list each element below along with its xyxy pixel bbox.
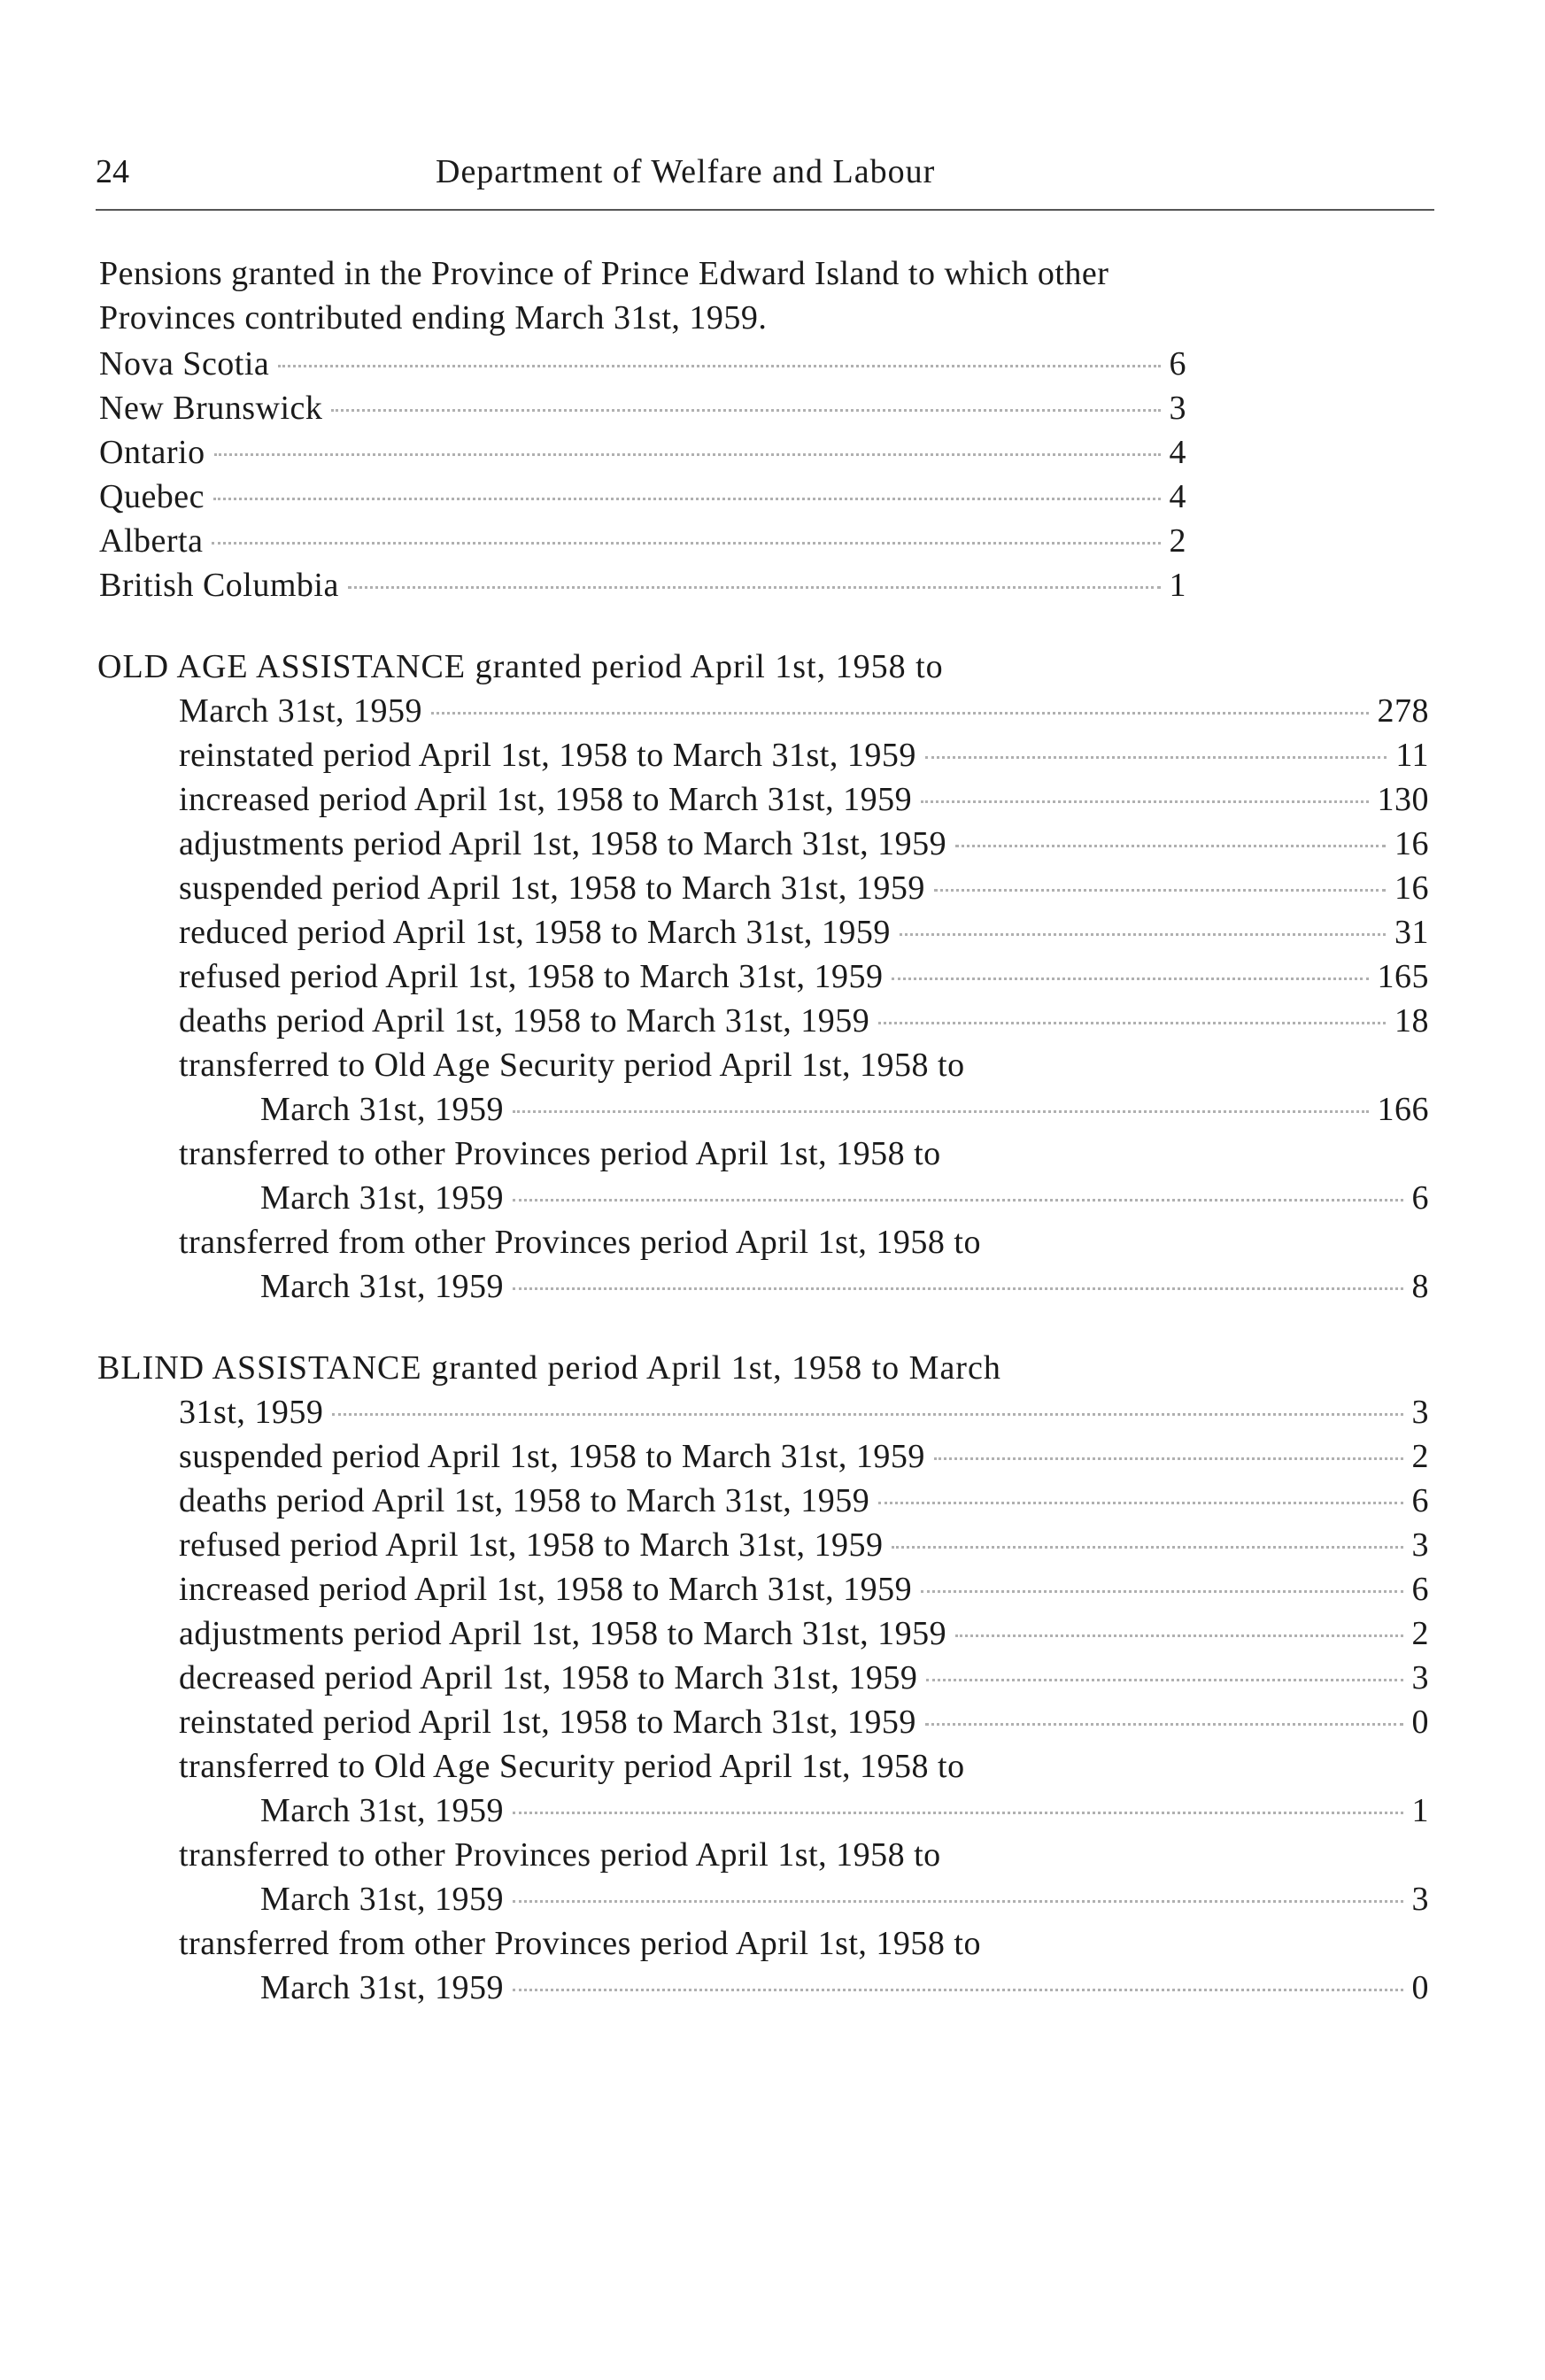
dot-leader (892, 1546, 1402, 1549)
old-age-item: reduced period April 1st, 1958 to March 31st, 1959 (179, 914, 891, 951)
dot-leader (213, 498, 1160, 500)
province-row (99, 563, 1186, 607)
header-rule (96, 209, 1434, 211)
dot-leader (955, 1634, 1402, 1637)
old-age-transfer-count: 6 (1411, 1179, 1429, 1217)
blind-count: 3 (1411, 1526, 1429, 1564)
blind-transfer-line: transferred from other Provinces period April 1st, 1958 to (179, 1925, 981, 1962)
old-age-count: 11 (1395, 737, 1429, 774)
intro-line-1: Pensions granted in the Province of Prince Edward Island to which other (99, 255, 1109, 292)
old-age-item: deaths period April 1st, 1958 to March 31st, 1959 (179, 1002, 870, 1039)
old-age-row (179, 777, 1429, 822)
old-age-heading: OLD AGE ASSISTANCE granted period April 1st, 1958 to (97, 648, 944, 685)
blind-heading-row (179, 1390, 1429, 1434)
blind-count: 3 (1411, 1659, 1429, 1696)
blind-transfer-line: transferred to Old Age Security period April 1st, 1958 to (179, 1748, 965, 1785)
blind-transfer-count: 1 (1411, 1792, 1429, 1829)
blind-granted-count: 3 (1411, 1394, 1429, 1431)
blind-count: 2 (1411, 1438, 1429, 1475)
blind-item: increased period April 1st, 1958 to March 31st, 1959 (179, 1571, 913, 1608)
province-count: 4 (1169, 434, 1186, 471)
blind-count: 6 (1411, 1482, 1429, 1519)
blind-count: 2 (1411, 1615, 1429, 1652)
old-age-item: adjustments period April 1st, 1958 to March 31st, 1959 (179, 825, 947, 862)
old-age-row (179, 866, 1429, 910)
province-name: New Brunswick (99, 390, 323, 427)
province-count: 6 (1169, 345, 1186, 382)
blind-heading: BLIND ASSISTANCE granted period April 1st, 1958 to March (97, 1349, 1001, 1387)
province-count: 3 (1169, 390, 1186, 427)
old-age-item: refused period April 1st, 1958 to March 31st, 1959 (179, 958, 884, 995)
old-age-granted-count: 278 (1377, 692, 1429, 730)
old-age-count: 31 (1394, 914, 1429, 951)
blind-row (179, 1434, 1429, 1479)
blind-item: adjustments period April 1st, 1958 to March 31st, 1959 (179, 1615, 947, 1652)
blind-row (179, 1611, 1429, 1656)
running-title: Department of Welfare and Labour (436, 153, 936, 190)
old-age-row (179, 954, 1429, 999)
old-age-count: 16 (1394, 869, 1429, 907)
dot-leader (878, 1022, 1386, 1024)
old-age-heading-cont: March 31st, 1959 (179, 692, 423, 730)
province-name: Quebec (99, 478, 205, 515)
old-age-transfer-count: 8 (1411, 1268, 1429, 1305)
dot-leader (332, 1413, 1402, 1416)
blind-row (179, 1700, 1429, 1744)
dot-leader (892, 978, 1368, 980)
blind-transfer-count: 3 (1411, 1881, 1429, 1918)
old-age-count: 18 (1394, 1002, 1429, 1039)
old-age-transfer-cont: March 31st, 1959 (260, 1268, 505, 1305)
old-age-transfer-cont: March 31st, 1959 (260, 1179, 505, 1217)
dot-leader (513, 1812, 1402, 1814)
old-age-transfer-cont: March 31st, 1959 (260, 1091, 505, 1128)
province-name: British Columbia (99, 567, 339, 604)
page-header (96, 152, 1434, 205)
old-age-transfer-row (260, 1264, 1429, 1309)
blind-heading-cont: 31st, 1959 (179, 1394, 324, 1431)
page-number: 24 (96, 153, 129, 190)
dot-leader (955, 845, 1386, 847)
old-age-item: increased period April 1st, 1958 to March 31st, 1959 (179, 781, 913, 818)
dot-leader (878, 1502, 1402, 1504)
dot-leader (934, 889, 1386, 892)
blind-row (179, 1479, 1429, 1523)
old-age-row (179, 999, 1429, 1043)
blind-item: reinstated period April 1st, 1958 to March 31st, 1959 (179, 1704, 916, 1741)
blind-transfer-cont: March 31st, 1959 (260, 1792, 505, 1829)
blind-transfer-row (260, 1877, 1429, 1921)
dot-leader (513, 1287, 1402, 1290)
dot-leader (921, 800, 1368, 803)
old-age-transfer-line: transferred to other Provinces period April 1st, 1958 to (179, 1135, 941, 1172)
blind-row (179, 1567, 1429, 1611)
dot-leader (926, 1679, 1402, 1681)
blind-transfer-count: 0 (1411, 1969, 1429, 2006)
blind-row (179, 1523, 1429, 1567)
old-age-transfer-count: 166 (1377, 1091, 1429, 1128)
dot-leader (348, 586, 1161, 589)
province-count: 4 (1169, 478, 1186, 515)
old-age-count: 130 (1377, 781, 1429, 818)
dot-leader (925, 1723, 1403, 1726)
blind-count: 0 (1411, 1704, 1429, 1741)
blind-item: decreased period April 1st, 1958 to March 31st, 1959 (179, 1659, 918, 1696)
old-age-count: 165 (1377, 958, 1429, 995)
old-age-heading-row (179, 689, 1429, 733)
blind-transfer-cont: March 31st, 1959 (260, 1881, 505, 1918)
dot-leader (513, 1900, 1402, 1903)
dot-leader (925, 756, 1387, 759)
old-age-transfer-line: transferred to Old Age Security period April 1st, 1958 to (179, 1047, 965, 1084)
dot-leader (900, 933, 1386, 936)
dot-leader (212, 542, 1160, 545)
dot-leader (921, 1590, 1402, 1593)
province-name: Nova Scotia (99, 345, 270, 382)
old-age-row (179, 733, 1429, 777)
dot-leader (513, 1199, 1402, 1202)
blind-transfer-cont: March 31st, 1959 (260, 1969, 505, 2006)
old-age-item: suspended period April 1st, 1958 to March 31st, 1959 (179, 869, 925, 907)
province-row (99, 475, 1186, 519)
blind-transfer-row (260, 1789, 1429, 1833)
blind-transfer-row (260, 1966, 1429, 2010)
dot-leader (278, 365, 1160, 367)
province-name: Ontario (99, 434, 205, 471)
dot-leader (331, 409, 1160, 412)
intro-line-2: Provinces contributed ending March 31st, 1959. (99, 299, 768, 336)
old-age-row (179, 910, 1429, 954)
dot-leader (214, 453, 1161, 456)
old-age-transfer-row (260, 1176, 1429, 1220)
dot-leader (934, 1457, 1403, 1460)
dot-leader (513, 1989, 1402, 1991)
province-row (99, 430, 1186, 475)
blind-row (179, 1656, 1429, 1700)
province-count: 2 (1169, 522, 1186, 560)
old-age-row (179, 822, 1429, 866)
old-age-count: 16 (1394, 825, 1429, 862)
dot-leader (513, 1110, 1368, 1113)
old-age-transfer-row (260, 1087, 1429, 1132)
province-row (99, 386, 1186, 430)
province-row (99, 342, 1186, 386)
old-age-transfer-line: transferred from other Provinces period April 1st, 1958 to (179, 1224, 981, 1261)
province-name: Alberta (99, 522, 204, 560)
blind-transfer-line: transferred to other Provinces period April 1st, 1958 to (179, 1836, 941, 1874)
blind-count: 6 (1411, 1571, 1429, 1608)
province-row (99, 519, 1186, 563)
dot-leader (431, 712, 1368, 715)
province-count: 1 (1169, 567, 1186, 604)
blind-item: deaths period April 1st, 1958 to March 31st, 1959 (179, 1482, 870, 1519)
blind-item: refused period April 1st, 1958 to March 31st, 1959 (179, 1526, 884, 1564)
old-age-item: reinstated period April 1st, 1958 to March 31st, 1959 (179, 737, 916, 774)
blind-item: suspended period April 1st, 1958 to March 31st, 1959 (179, 1438, 925, 1475)
